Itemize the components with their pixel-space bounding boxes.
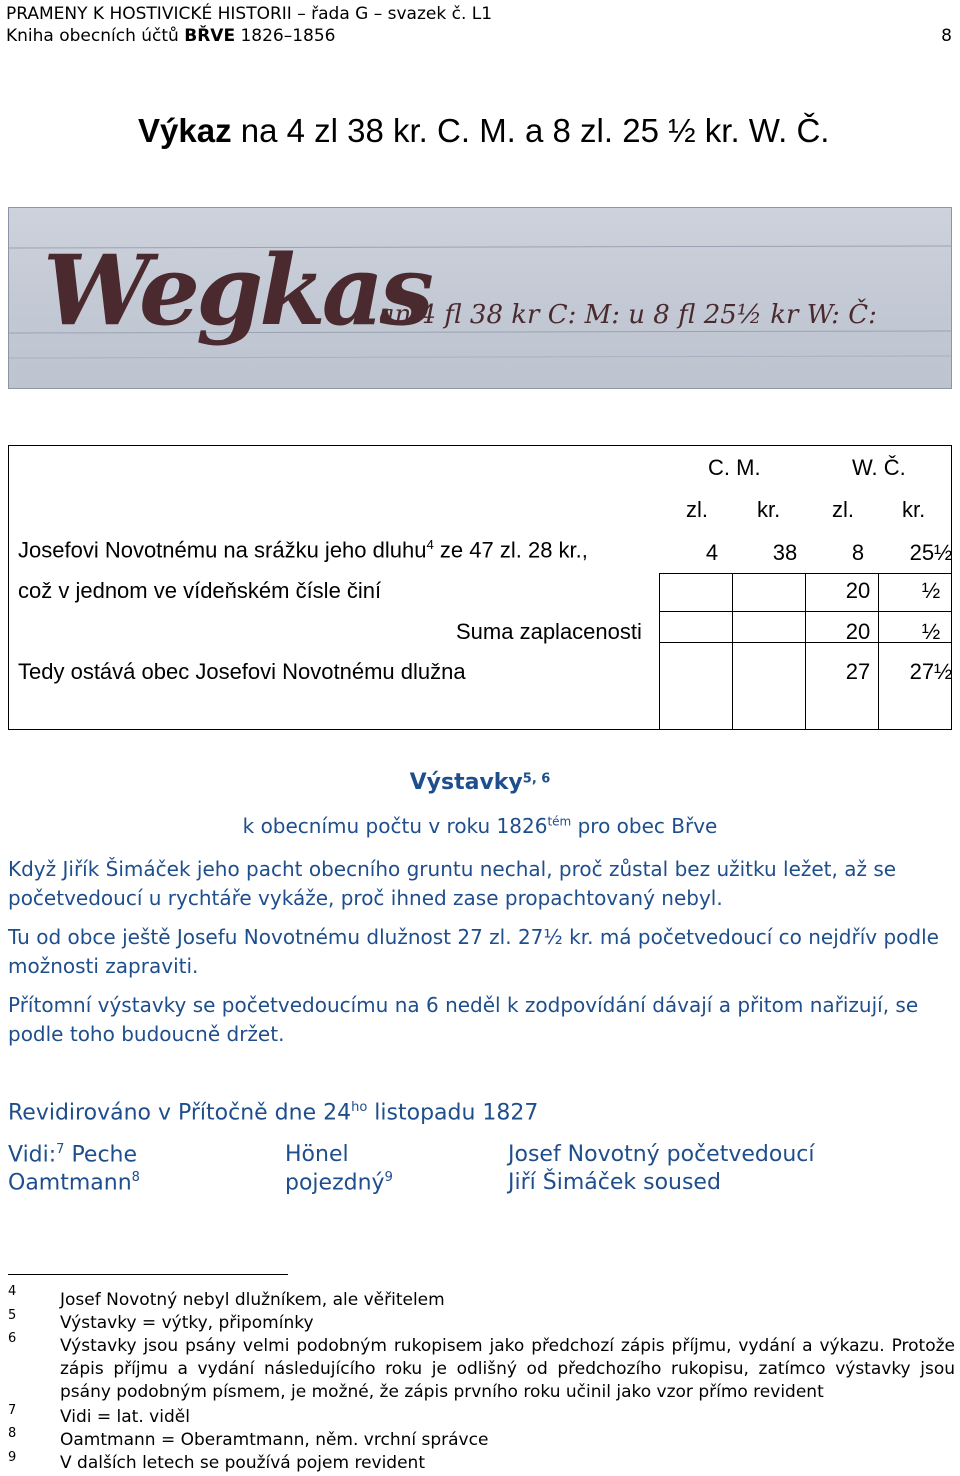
revision-line (8, 1100, 538, 1125)
footnote-number-4: 4 (8, 1284, 17, 1299)
revision-text: Revidirováno v Přítočně dne 24 (8, 1100, 352, 1126)
row4-label: Tedy ostává obec Josefovi Novotnému dlužna (18, 659, 466, 684)
section-title-text: Výstavky (409, 770, 523, 795)
oamtmann-label: Oamtmann (8, 1170, 132, 1196)
footnote-number-9: 9 (8, 1450, 17, 1465)
row3-kr-wc: ½ (921, 619, 941, 644)
footnote-number-7: 7 (8, 1403, 17, 1418)
signature-honel: Hönel (285, 1142, 349, 1167)
footnote-number-6: 6 (8, 1331, 17, 1346)
manuscript-scan (8, 207, 952, 389)
signature-pojezdny (285, 1170, 393, 1195)
row1-kr-cm: 38 (772, 540, 798, 565)
footnote-ref-4[interactable]: 4 (426, 537, 434, 552)
row1-zl-wc: 8 (851, 540, 865, 565)
footnote-ref-7[interactable]: 7 (56, 1142, 65, 1157)
section-subtitle-end: pro obec Břve (571, 814, 718, 838)
vidi-label: Vidi: (8, 1142, 57, 1168)
section-subtitle (0, 814, 960, 838)
book-header-village: BŘVE (184, 26, 236, 46)
row2-label: což v jednom ve vídeňském čísle činí (18, 578, 382, 603)
row2-zl-wc: 20 (845, 578, 871, 603)
row4-kr-wc: 27½ (909, 659, 953, 684)
footnote-number-8: 8 (8, 1426, 17, 1441)
section-subtitle-text: k obecnímu počtu v roku 1826 (242, 814, 548, 838)
paragraph-1: Když Jiřík Šimáček jeho pacht obecního gruntu nechal, proč zůstal bez užitku ležet, až se početvedoucí u rychtáře vykáže, proč ihned zase propachtovaný nebyl. (8, 857, 897, 910)
footnote-ref-5-6[interactable]: 5, 6 (522, 771, 551, 787)
row1-zl-cm: 4 (705, 540, 719, 565)
page-title (138, 112, 829, 150)
signature-jiri: Jiří Šimáček soused (508, 1170, 721, 1195)
paragraph-3: Přítomní výstavky se početvedoucímu na 6 neděl k zodpovídání dávají a přitom nařizují, se podle toho budoucně držet. (8, 993, 919, 1046)
row2-kr-wc: ½ (921, 578, 941, 603)
page-number: 8 (941, 26, 952, 46)
row4-zl-wc: 27 (845, 659, 871, 684)
paragraph-2: Tu od obce ještě Josefu Novotnému dlužnost 27 zl. 27½ kr. má početvedoucí co nejdřív podle možnosti zapraviti. (8, 925, 939, 978)
book-header-years: 1826–1856 (235, 26, 336, 46)
pojezdny-label: pojezdný (285, 1170, 385, 1196)
row3-zl-wc: 20 (845, 619, 871, 644)
footnote-text-7: Vidi = lat. viděl (60, 1407, 190, 1427)
col-header-cm: C. M. (708, 455, 761, 480)
manuscript-heading: Wegkas (43, 234, 430, 347)
revision-sup: ho (351, 1100, 368, 1115)
footnote-text-9: V dalších letech se používá pojem revident (60, 1453, 426, 1473)
footnote-text-6: Výstavky jsou psány velmi podobným rukopisem jako předchozí zápis příjmu, vydání a výkazu. Protože zápis příjmu a vydání následujícího roku je odlišný od předchozího rukopisu, zatímco výstavky jsou psány podobným písmem, je možné, že zápis prvního roku učinil jako vzor přímo revident (60, 1336, 955, 1402)
col-header-kr-cm: kr. (757, 497, 781, 522)
book-header (6, 26, 336, 46)
row1-label-main: Josefovi Novotnému na srážku jeho dluhu (18, 537, 427, 563)
manuscript-line: an 4 fl 38 kr C: M: u 8 fl 25½ kr W: Č: (379, 300, 877, 330)
signature-josef: Josef Novotný početvedoucí (508, 1142, 815, 1167)
row1-label (18, 537, 588, 563)
peche-name: Peche (64, 1142, 138, 1168)
footnote-text-5: Výstavky = výtky, připomínky (60, 1313, 314, 1333)
footnote-ref-8[interactable]: 8 (131, 1170, 140, 1185)
footnote-text-4: Josef Novotný nebyl dlužníkem, ale věřitelem (60, 1290, 445, 1310)
footnote-ref-9[interactable]: 9 (384, 1170, 393, 1185)
col-header-wc: W. Č. (852, 455, 906, 480)
revision-end: listopadu 1827 (367, 1100, 539, 1126)
col-header-zl-wc: zl. (832, 497, 854, 522)
signature-vidi (8, 1142, 137, 1167)
col-header-zl-cm: zl. (686, 497, 708, 522)
footnote-text-8: Oamtmann = Oberamtmann, něm. vrchní správce (60, 1430, 489, 1450)
book-header-pre: Kniha obecních účtů (6, 26, 185, 46)
row3-label: Suma zaplacenosti (456, 619, 642, 644)
subtitle-sup: tém (547, 814, 572, 829)
title-rest: na 4 zl 38 kr. C. M. a 8 zl. 25 ½ kr. W. Č. (231, 112, 830, 149)
section-title (0, 770, 960, 795)
col-header-kr-wc: kr. (902, 497, 926, 522)
footnote-number-5: 5 (8, 1308, 17, 1323)
signature-oamtmann (8, 1170, 140, 1195)
row1-label-end: ze 47 zl. 28 kr., (433, 537, 588, 563)
footnote-separator (8, 1274, 288, 1275)
series-header: PRAMENY K HOSTIVICKÉ HISTORII – řada G – svazek č. L1 (6, 4, 493, 24)
row1-kr-wc: 25½ (909, 540, 953, 565)
title-bold: Výkaz (138, 112, 232, 149)
